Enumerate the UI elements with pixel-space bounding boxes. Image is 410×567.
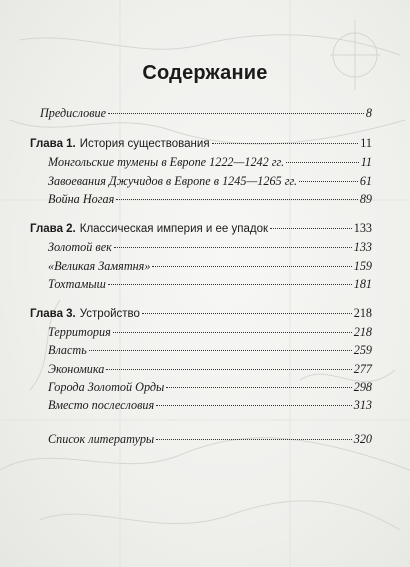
dot-leader [106, 369, 351, 370]
toc-entry-label: Завоевания Джучидов в Европе в 1245—1265 гг. [48, 174, 298, 188]
toc-page-number: 320 [353, 432, 372, 446]
toc-page-number: 8 [365, 106, 372, 120]
toc-entry[interactable] [48, 398, 372, 412]
dot-leader [212, 143, 359, 144]
toc-entry[interactable] [48, 174, 372, 188]
dot-leader [89, 350, 352, 351]
dot-leader [156, 439, 352, 440]
dot-leader [152, 266, 351, 267]
toc-entry-label: Города Золотой Орды [48, 380, 165, 394]
dot-leader [166, 387, 351, 388]
toc-entry-label: Власть [48, 343, 87, 357]
toc-entry-label: Монгольские тумены в Европе 1222—1242 гг. [48, 155, 285, 169]
toc-entry-label: Список литературы [48, 432, 155, 446]
dot-leader [116, 199, 358, 200]
toc-page-number: 133 [353, 240, 372, 254]
toc-entry[interactable] [48, 240, 372, 254]
dot-leader [286, 162, 359, 163]
toc-entry-label: Золотой век [48, 240, 112, 254]
dot-leader [156, 405, 352, 406]
toc-page-number: 218 [353, 306, 372, 320]
toc-entry-label: Война Ногая [48, 192, 115, 206]
toc-page-number: 259 [353, 343, 372, 357]
toc-page-number: 277 [353, 362, 372, 376]
toc-entry[interactable] [48, 380, 372, 394]
toc-page-number: 11 [360, 155, 372, 169]
chapter-label: Глава 3. [30, 308, 76, 320]
dot-leader [114, 247, 352, 248]
toc-page-number: 89 [359, 192, 372, 206]
dot-leader [108, 284, 352, 285]
toc-entry[interactable] [48, 325, 372, 339]
toc-page-number: 218 [353, 325, 372, 339]
chapter-title: История существования [79, 138, 210, 150]
dot-leader [113, 332, 352, 333]
toc-entry-bibliography[interactable] [48, 432, 372, 446]
dot-leader [142, 313, 352, 314]
dot-leader [270, 228, 352, 229]
chapter-title: Классическая империя и ее упадок [79, 223, 269, 235]
toc-entry-label: Экономика [48, 362, 105, 376]
toc-chapter-3[interactable] [30, 306, 372, 321]
toc-entry-label: Вместо послесловия [48, 398, 155, 412]
toc-page-number: 181 [353, 277, 372, 291]
toc-page-number: 133 [353, 221, 372, 235]
chapter-label: Глава 1. [30, 138, 76, 150]
toc-chapter-2[interactable] [30, 221, 372, 236]
chapter-label: Глава 2. [30, 223, 76, 235]
toc-page-number: 61 [359, 174, 372, 188]
toc-page-number: 298 [353, 380, 372, 394]
toc-chapter-1[interactable] [30, 136, 372, 151]
dot-leader [108, 113, 364, 114]
chapter-title: Устройство [79, 308, 140, 320]
toc-entry[interactable] [48, 277, 372, 291]
toc-entry[interactable] [48, 343, 372, 357]
toc-page-number: 159 [353, 259, 372, 273]
toc-entry-label: «Великая Замятня» [48, 259, 151, 273]
toc-entry[interactable] [48, 155, 372, 169]
toc-entry-label: Тохтамыш [48, 277, 106, 291]
dot-leader [299, 181, 358, 182]
toc-entry[interactable] [48, 362, 372, 376]
page-title: Содержание [142, 62, 268, 84]
toc-page-number: 313 [353, 398, 372, 412]
toc-entry-preface[interactable] [40, 106, 372, 120]
toc-entry[interactable] [48, 259, 372, 273]
toc-entry-label: Предисловие [40, 106, 107, 120]
toc-entry[interactable] [48, 192, 372, 206]
toc-page-number: 11 [360, 136, 372, 150]
toc-entry-label: Территория [48, 325, 111, 339]
